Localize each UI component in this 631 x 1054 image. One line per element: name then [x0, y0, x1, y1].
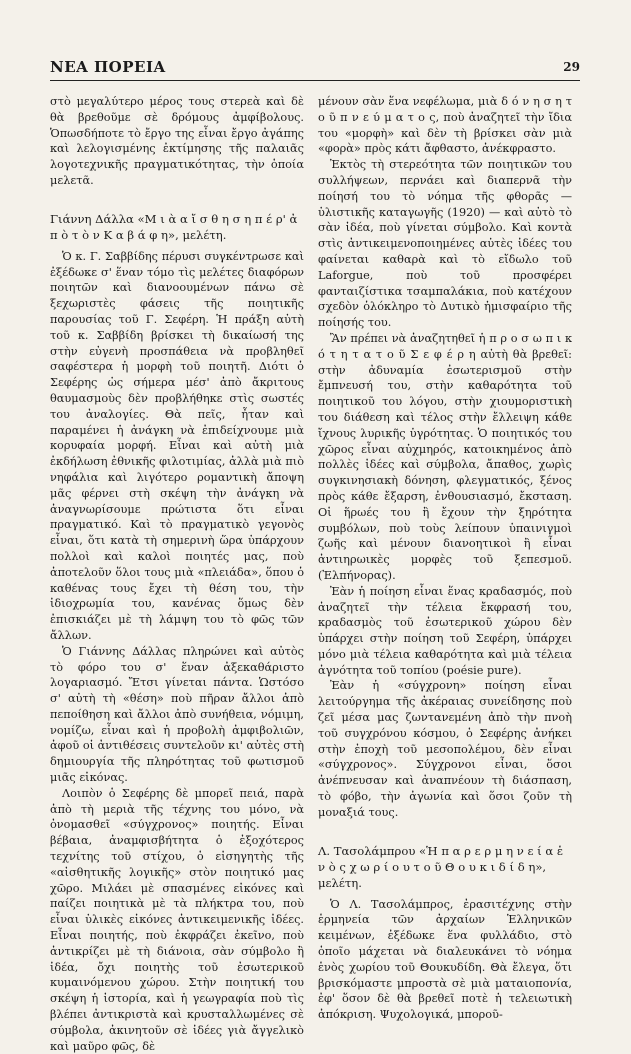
- paragraph: Λοιπὸν ὁ Σεφέρης δὲ μπορεῖ πειά, παρὰ ἀπὸ τὴ μεριὰ τῆς τέχνης του μόνο, νὰ ὀνομασθεῖ «σύγχρονος» ποιητής. Εἶναι βέβαια, ἀναμφισβήτητα ὁ ἐξοχότερος τεχνίτης τοῦ στίχου, ὁ εἰσηγητὴς τῆς «αἰσθητικῆς λογικῆς» στὸν ποιητικό μας χῶρο. Μιλάει μὲ σπασμένες εἰκόνες καὶ παίζει ποιητικὰ μὲ τὰ πλήκτρα του, ποὺ εἶναι ὑλικὲς εἰκόνες ἀντικειμενικῆς ἰδέες. Εἶναι ποιητής, ποὺ ἐκφράζει ἐκεῖνο, ποὺ ἀντικρίζει μὲ τὴ διάνοια, σὰν σύμβολο ἢ ἰδέα, ὄχι ποιητὴς τοῦ ἐσωτερικοῦ κυμαινόμενου χώρου. Στὴν ποιητική του σκέψη ἡ ἱστορία, καὶ ἡ γεωγραφία ποὺ τὶς βλέπει ἀντικριστὰ καὶ κρυσταλλωμένες σὲ σύμβολα, ἀκινητοῦν σὲ ἰδέες γιὰ ἄγγελικὸ καὶ μαῦρο φῶς, δὲ: [50, 786, 304, 1053]
- paragraph: Ἐὰν ἡ ποίηση εἶναι ἕνας κραδασμός, ποὺ ἀναζητεῖ τὴν τέλεια ἔκφρασή του, κραδασμὸς τοῦ ἐσωτερικοῦ χώρου δὲν ὑπάρχει στὴν ποίηση τοῦ Σεφέρη, ὑπάρχει μόνο μιὰ τέλεια καθαρότητα καὶ μιὰ τέλεια ἀγνότητα τοῦ τοπίου (poésie pure).: [318, 584, 572, 677]
- paragraph: Ὁ Γιάννης Δάλλας πληρώνει καὶ αὐτὸς τὸ φόρο του σ' ἕναν ἀξεκαθάριστο λογαριασμό. Ἔτσι γίνεται πάντα. Ὡστόσο σ' αὐτὴ τὴ «θέση» ποὺ πῆραν ἄλλοι ἀπὸ πεποίθηση καὶ ἄλλοι ἀπὸ συνήθεια, νόμιμη, νομίζω, εἶναι καὶ ἡ προβολὴ ἀμφιβολιῶν, ἀφοῦ οἱ ἀντιθέσεις συντελοῦν κι' αὐτὲς στὴ δημιουργία τῆς πληρότητας τοῦ φωτισμοῦ μιᾶς εἰκόνας.: [50, 644, 304, 785]
- paragraph-continued: στὸ μεγαλύτερο μέρος τους στερεὰ καὶ δὲ θὰ βρεθοῦμε σὲ δρόμους ἀμφίβολους. Ὁπωσδήποτε τὸ ἔργο της εἶναι ἔργο ἀγάπης καὶ λελογισμένης ἐκτίμησης τῆς παλαιᾶς λογοτεχνικῆς πραγματικότητας, τὴν ὁποία μελετᾶ.: [50, 95, 304, 187]
- paragraph: Ὁ Λ. Τασολάμπρος, ἐρασιτέχνης στὴν ἑρμηνεία τῶν ἀρχαίων Ἑλληνικῶν κειμένων, ἐξέδωκε ἕνα φυλλάδιο, στὸ ὁποῖο μάχεται νὰ διαλευκάνει τὸ νόημα ἑνὸς χωρίου τοῦ Θουκυδίδη. Θὰ ἔλεγα, ὅτι βρισκόμαστε μπροστὰ σὲ μιὰ ματαιοπονία, ἐφ' ὅσον δὲ θὰ βρεθεῖ ποτὲ ἡ τελειωτικὴ ἀπόκριση. Ψυχολογικά, μποροῦ-: [318, 897, 572, 1022]
- page-header: [50, 58, 580, 81]
- page-number: 29: [563, 60, 580, 74]
- review-heading-dallas: Γιάννη Δάλλα «Μ ι ὰ α ἴ σ θ η σ η π έ ρ' ἀ π ὸ τ ὸ ν Κ α β ά φ η», μελέτη.: [50, 211, 298, 242]
- left-column: [50, 94, 304, 1054]
- paragraph: Ἐὰν ἡ «σύγχρονη» ποίηση εἶναι λειτούργημα τῆς ἀκέραιας συνείδησης ποὺ ζεῖ μέσα μας ζωντανεμένη ἀπὸ τὴν πνοὴ τοῦ συγχρόνου κόσμου, ὁ Σεφέρης ἀνήκει στὴν ἐποχὴ τοῦ μεσοπολέμου, δὲν εἶναι «σύγχρονος». Σύγχρονοι εἶναι, ὅσοι ἀνέπνευσαν καὶ ἀναπνέουν τὴ διάσπαση, τὸ φόβο, τὴν ἀγωνία καὶ ὅσοι ζοῦν τὴ μοναξιά τους.: [318, 679, 572, 819]
- paragraph: Ἂν πρέπει νὰ ἀναζητηθεῖ ἡ π ρ ο σ ω π ι κ ό τ η τ α τ ο ῦ Σ ε φ έ ρ η αὐτὴ θὰ βρεθεῖ: στὴν ἀδυναμία ἐσωτερισμοῦ στὴν ἔμπνευσή του, στὴν καθαρότητα τοῦ ποιητικοῦ του λόγου, στὴν χιουμοριστικὴ του διάθεση καὶ τέλος στὴν ἔλλειψη κάθε ἴχνους λυρικῆς ὑγρότητας. Ὁ ποιητικός του χῶρος εἶναι αὐχμηρός, κατοικημένος ἀπὸ πολλὲς ἰδέες καὶ σύμβολα, ἄπαθος, χωρὶς συγκινησιακὴ δόνηση, φλεγματικός, ξένος πρὸς κάθε ἔξαρση, ἐνθουσιασμό, ἔκσταση. Οἱ ἥρωές του ἢ ἔχουν τὴν ξηρότητα συμβόλων, ποὺ τοὺς λείπουν ὑπαινιγμοὶ ζωῆς καὶ μένουν διανοητικοὶ ἢ εἶναι ἀντιηρωικὲς μορφὲς τοῦ ξεπεσμοῦ. (Ἐλπήνορας).: [318, 331, 572, 582]
- paragraph-continued: μένουν σὰν ἕνα νεφέλωμα, μιὰ δ ό ν η σ η τ ο ῦ π ν ε ύ μ α τ ο ς, ποὺ ἀναζητεῖ τὴν ἴδια του «μορφὴ» καὶ δὲν τὴ βρίσκει σὰν μιὰ «φορὰ» πρὸς κάτι ἄφθαστο, ἀνέκφραστο.: [318, 95, 572, 156]
- review-heading-tasolambrou: Λ. Τασολάμπρου «Ἡ π α ρ ε ρ μ η ν ε ί α ἑ ν ὸ ς χ ω ρ ί ο υ τ ο ῦ Θ ο υ κ ι δ ί δ η», μελέτη.: [318, 843, 564, 890]
- paragraph: Ὁ κ. Γ. Σαββίδης πέρυσι συγκέντρωσε καὶ ἐξέδωκε σ' ἕναν τόμο τὶς μελέτες διαφόρων ποιητῶν καὶ διανοουμένων πάνω σὲ ξεχωριστὲς φάσεις τῆς ποιητικῆς παρουσίας τοῦ Γ. Σεφέρη. Ἡ πράξη αὐτὴ τοῦ κ. Σαββίδη βρίσκει τὴ δικαίωσή της στὴν εὐγενὴ προσπάθεια νὰ προβληθεῖ σαφέστερα ἡ μορφὴ τοῦ ποιητῆ. Διότι ὁ Σεφέρης ὡς σήμερα μέσ' ἀπὸ ἄκριτους θαυμασμοὺς δὲν προβλήθηκε στὶς σωστές του ἀναλογίες. Θὰ πεῖς, ἦταν καὶ παραμένει ἡ ἀνάγκη νὰ ἐπιδείχνουμε μιὰ κορυφαία μορφή. Εἶναι καὶ αὐτὴ μιὰ ἐκδήλωση ἐθνικῆς φιλοτιμίας, ἀλλὰ μιὰ πιὸ νηφάλια καὶ λιγότερο ρομαντικὴ ἄποψη μᾶς φέρνει στὴ σκέψη τὴν ἀνάγκη νὰ ἀναγνωρίσουμε πρώτιστα ὅτι εἶναι πραγματικό. Καὶ τὸ πραγματικὸ γεγονὸς εἶναι, ὅτι κατὰ τὴ σημερινὴ ὥρα ὑπάρχουν πολλοὶ καὶ καλοὶ ποιητές μας, ποὺ ἀποτελοῦν ὅλοι τους μιὰ «πλειάδα», ὅπου ὁ καθένας τους ἔχει τὴ θέση του, τὴν ἰδιοχρωμία του, κανένας ὅμως δὲν ἐπισκιάζει μὲ τὴ λάμψη του τὸ φῶς τῶν ἄλλων.: [50, 249, 304, 642]
- right-column: [318, 94, 572, 1023]
- running-title: ΝΕΑ ΠΟΡΕΙΑ: [50, 58, 166, 76]
- paragraph: Ἐκτὸς τὴ στερεότητα τῶν ποιητικῶν του συλλήψεων, περνάει καὶ διαπερνᾶ τὴν ποίησή του τὸ νόημα τῆς φθορᾶς — ὑλιστικῆς καταγωγῆς (1920) — καὶ αὐτὸ τὸ σὰν ἰδέα, ποὺ γίνεται σύμβολο. Καὶ κοντὰ στὶς ἀντικειμενοποιημένες αὐτὲς ἰδέες του φαίνεται καθαρὰ καὶ τὸ εἴδωλο τοῦ Laforgue, ποὺ τοῦ προσφέρει φανταιζίστικα τσαμπαλάκια, ποὺ κατέχουν σχεδὸν ὁλόκληρο τὸ Δυτικὸ ἡμισφαίριο τῆς ποίησής του.: [318, 158, 572, 330]
